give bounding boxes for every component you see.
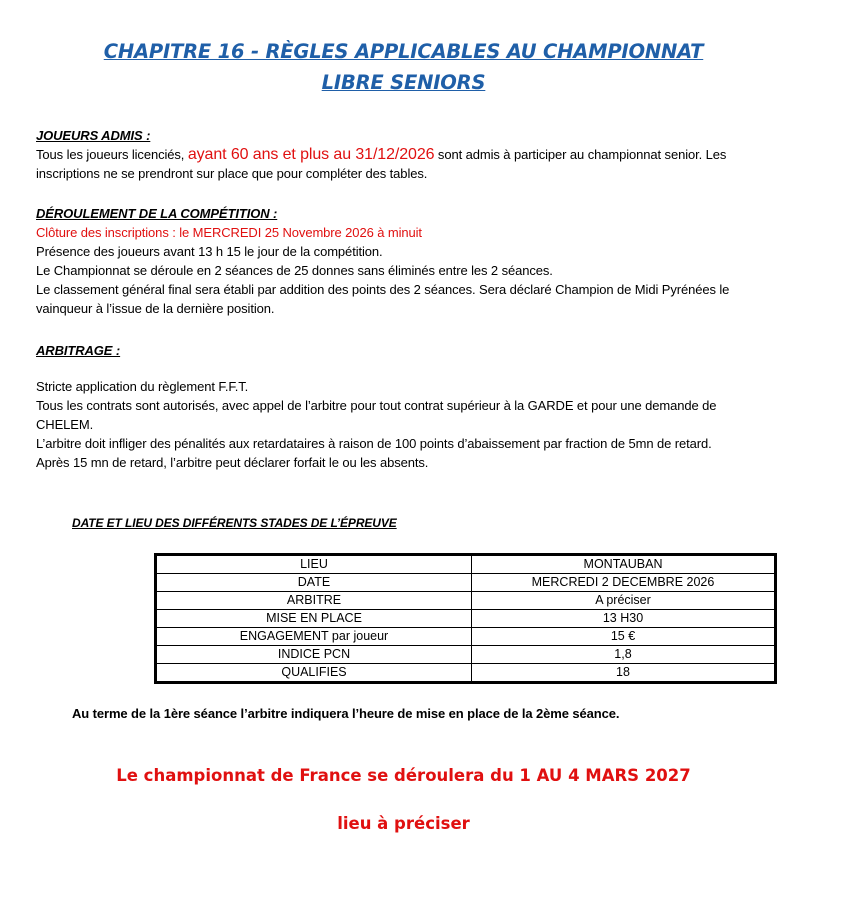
row-label: MISE EN PLACE <box>157 610 472 628</box>
lieu-a-preciser: lieu à préciser <box>337 814 470 833</box>
deroulement-text <box>36 223 806 318</box>
age-requirement: ayant 60 ans et plus au 31/12/2026 <box>187 146 435 163</box>
row-label: ARBITRE <box>157 592 472 610</box>
joueurs-admis-text <box>36 145 806 183</box>
arbitrage-line4: L’arbitre doit infliger des pénalités aux retardataires à raison de 100 points d’abaissement par fraction de 5mn de retard. <box>36 436 712 451</box>
row-label: LIEU <box>157 556 472 574</box>
page-title-line1: CHAPITRE 16 - RÈGLES APPLICABLES AU CHAMPIONNAT <box>103 40 704 63</box>
deroulement-line2: Le Championnat se déroule en 2 séances de 25 donnes sans éliminés entre les 2 séances. <box>36 263 553 278</box>
table-row <box>157 646 775 664</box>
arbitrage-line2: Tous les contrats sont autorisés, avec appel de l’arbitre pour tout contrat supérieur à la GARDE et pour une demande de <box>36 398 717 413</box>
arbitrage-line3: CHELEM. <box>36 417 94 432</box>
row-label: INDICE PCN <box>157 646 472 664</box>
row-value: MERCREDI 2 DECEMBRE 2026 <box>472 574 775 592</box>
table-row <box>157 592 775 610</box>
row-value: MONTAUBAN <box>472 556 775 574</box>
table-row <box>157 556 775 574</box>
joueurs-text-before: Tous les joueurs licenciés, <box>36 147 188 162</box>
row-label: ENGAGEMENT par joueur <box>157 628 472 646</box>
row-value: 1,8 <box>472 646 775 664</box>
row-label: QUALIFIES <box>157 664 472 682</box>
arbitrage-line1: Stricte application du règlement F.F.T. <box>36 379 249 394</box>
joueurs-admis-heading: JOUEURS ADMIS : <box>36 128 151 143</box>
table-row <box>157 628 775 646</box>
joueurs-text-after: sont admis à participer au championnat senior. Les <box>434 147 727 162</box>
deroulement-line3: Le classement général final sera établi par addition des points des 2 séances. Sera déclaré Champion de Midi Pyrénées le <box>36 282 730 297</box>
row-value: 18 <box>472 664 775 682</box>
deroulement-heading: DÉROULEMENT DE LA COMPÉTITION : <box>36 206 278 221</box>
stades-heading: DATE ET LIEU DES DIFFÉRENTS STADES DE L’ÉPREUVE <box>72 516 397 530</box>
arbitrage-heading: ARBITRAGE : <box>36 343 121 358</box>
deroulement-line1: Présence des joueurs avant 13 h 15 le jour de la compétition. <box>36 244 383 259</box>
row-label: DATE <box>157 574 472 592</box>
table-row <box>157 610 775 628</box>
table-row <box>157 664 775 682</box>
page-title-line2: LIBRE SENIORS <box>321 71 486 94</box>
cloture-inscriptions: Clôture des inscriptions : le MERCREDI 25 Novembre 2026 à minuit <box>36 225 422 240</box>
championnat-france-announcement: Le championnat de France se déroulera du 1 AU 4 MARS 2027 <box>116 766 691 785</box>
arbitrage-line5: Après 15 mn de retard, l’arbitre peut déclarer forfait le ou les absents. <box>36 455 429 470</box>
stades-table <box>154 553 777 684</box>
joueurs-text-line2: inscriptions ne se prendront sur place que pour compléter des tables. <box>36 166 428 181</box>
row-value: A préciser <box>472 592 775 610</box>
table-row <box>157 574 775 592</box>
deroulement-line4: vainqueur à l’issue de la dernière position. <box>36 301 275 316</box>
row-value: 15 € <box>472 628 775 646</box>
arbitrage-text <box>36 377 806 472</box>
mise-en-place-note: Au terme de la 1ère séance l’arbitre indiquera l’heure de mise en place de la 2ème séance. <box>72 706 620 721</box>
row-value: 13 H30 <box>472 610 775 628</box>
